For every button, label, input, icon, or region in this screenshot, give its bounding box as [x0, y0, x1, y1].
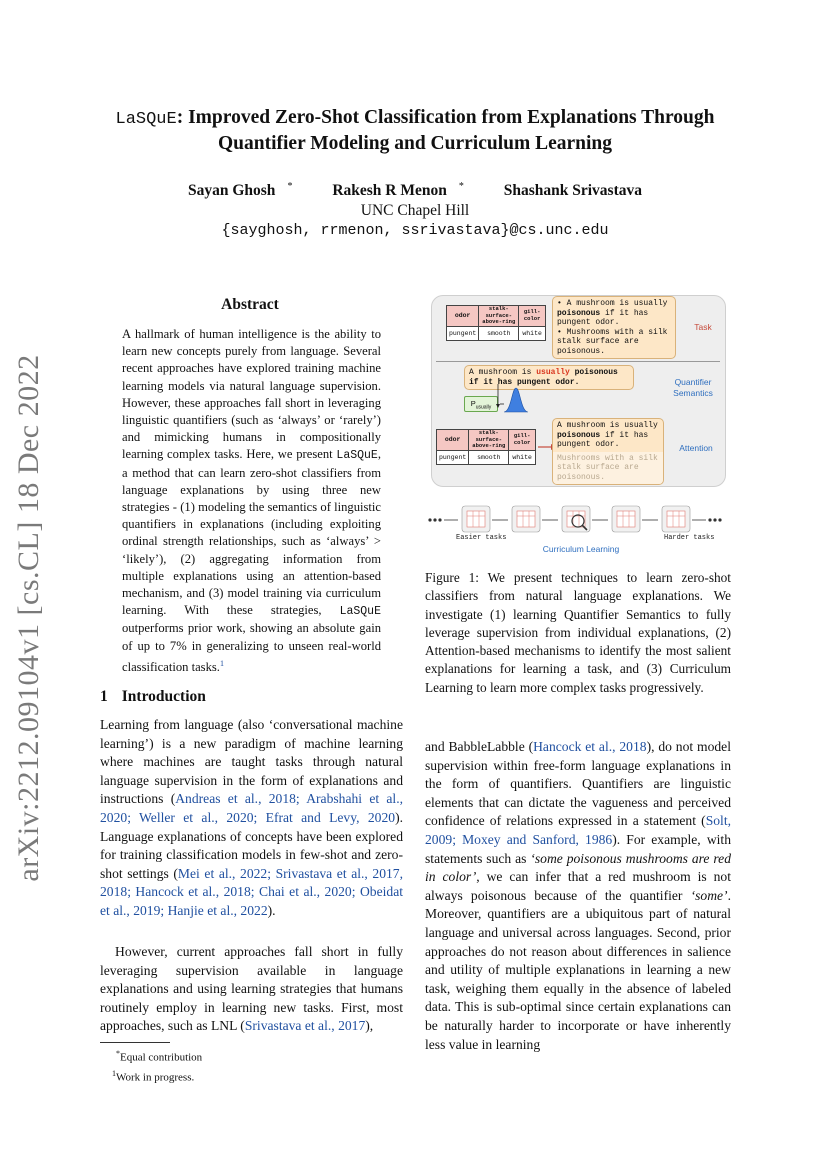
easier-tasks-label: Easier tasks	[456, 534, 507, 542]
quantifier-semantics-label: Quantifier Semantics	[673, 377, 713, 398]
figure-1	[426, 292, 731, 560]
section-heading-introduction: 1 Introduction	[100, 688, 206, 705]
author-3: Shashank Srivastava	[503, 182, 642, 200]
abstract-heading: Abstract	[221, 296, 279, 313]
citation-link[interactable]: Srivastava et al., 2017	[244, 1018, 366, 1034]
paper-title	[90, 106, 740, 156]
figure-caption: Figure 1: We present techniques to learn zero-shot classifiers from natural language explanations. We investigate (1) learning Quantifier Semantics to fully leverage supervision from individual explanations, (2) Attention-based mechanisms to identify the most salient explanations for learning a task, and (3) Curriculum Learning to learn more complex tasks progressively.	[425, 570, 731, 695]
task-feature-table: odor stalk-surface-above-ring gill-color pungent smooth white	[446, 305, 546, 341]
intro-paragraph-2: However, current approaches fall short in fully leveraging supervision available in language explanations and using learning strategies that humans routinely employ in learning new tasks. First, most approaches, such as LNL (Srivastava et al., 2017),	[100, 944, 403, 1034]
author-2: Rakesh R Menon *	[332, 181, 464, 200]
footnotes	[112, 1046, 396, 1085]
task-label: Task	[694, 322, 712, 332]
author-list	[90, 181, 740, 200]
attention-feature-table: odor stalk-surface-above-ring gill-color pungent smooth white	[436, 429, 536, 465]
attention-explanations-box: A mushroom is usually poisonous if it has pungent odor. Mushrooms with a silk stalk surface are poisonous.	[552, 418, 664, 485]
citation-link[interactable]: Hancock et al., 2018	[533, 739, 647, 754]
quantifier-probability-box: $P_{usually}$	[464, 396, 498, 412]
task-explanations-box: • A mushroom is usually poisonous if it has pungent odor. • Mushrooms with a silk stalk surface are poisonous.	[552, 296, 676, 359]
curriculum-learning-label: Curriculum Learning	[542, 544, 620, 554]
footnote-equal-contribution: *Equal contribution	[116, 1049, 203, 1064]
arxiv-identifier-stamp: arXiv:2212.09104v1 [cs.CL] 18 Dec 2022	[12, 354, 45, 882]
citation-link[interactable]: Mei et al., 2022; Srivastava et al., 2017, 2018; Hancock et al., 2018; Chai et al., 2020; Obeidat et al., 2019; Hanjie et al., 2022	[100, 865, 403, 918]
citation-link[interactable]: Solt, 2009; Moxey and Sanford, 1986	[425, 813, 731, 847]
footnote-work-in-progress: $^1$Work in progress.	[112, 1068, 195, 1084]
abstract-text: A hallmark of human intelligence is the ability to learn new concepts purely from language. Several recent approaches have explored training machine learning models via natural language supervision. However, these approaches fall short in leveraging linguistic quantifiers (such as ‘always’ or ‘rarely’) and mimicking humans in compositionally learning complex tasks. Here, we present LaSQuE, a method that can learn zero-shot classifiers from language explanations by using three new strategies - (1) modeling the semantics of linguistic quantifiers in explanations (including exploiting ordinal strength relationships, such as ‘always’ > ‘likely’), (2) aggregating information from multiple explanations using an attention-based mechanism, and (3) model training via curriculum learning. With these strategies, LaSQuE outperforms prior work, showing an absolute gain of up to 7% in generalizing to unseen real-world classification tasks.$^1$	[122, 327, 381, 675]
citation-link[interactable]: Andreas et al., 2018; Arabshahi et al., 2020; Weller et al., 2020; Efrat and Levy, 2020	[100, 791, 403, 825]
distribution-curve-icon	[494, 384, 534, 416]
footnote-ref: 1	[219, 658, 224, 668]
method-name: LaSQuE	[115, 110, 177, 129]
quantifier-sentence-box: A mushroom is usually poisonous if it has pungent odor.	[464, 365, 634, 390]
intro-paragraph-1: Learning from language (also ‘conversational machine learning’) is a new paradigm of machine learning where machines are taught tasks through natural language supervision in the form of explanations and instructions (Andreas et al., 2018; Arabshahi et al., 2020; Weller et al., 2020; Efrat and Levy, 2020). Language explanations of concepts have been explored for training classification models in few-shot and zero-shot settings (Mei et al., 2022; Srivastava et al., 2017, 2018; Hancock et al., 2018; Chai et al., 2020; Obeidat et al., 2019; Hanjie et al., 2022).	[100, 717, 403, 918]
title-line1: : Improved Zero-Shot Classification from Explanations Through	[176, 107, 715, 128]
footnote-rule	[100, 1042, 170, 1043]
harder-tasks-label: Harder tasks	[664, 534, 715, 542]
right-column-paragraph: and BabbleLabble (Hancock et al., 2018), do not model supervision within free-form language explanations in the form of quantifiers. Quantifiers are linguistic elements that can dictate the vagueness and perceived confidence of relations expressed in a statement (Solt, 2009; Moxey and Sanford, 1986). For example, with statements such as ‘some poisonous mushrooms are red in color’, we can infer that a red mushroom is not always poisonous because of the quantifier ‘some’. Moreover, quantifiers are a ubiquitous part of natural language and universal across languages. Second, prior approaches do not reason about differences in salience and utility of multiple explanations in learning a new task, weighing them equally in the absence of labeled data. This is sub-optimal since certain explanations can be naturally harder to incorporate or have inherently less value in learning	[425, 739, 731, 1052]
attention-label: Attention	[679, 443, 713, 453]
affiliation: UNC Chapel Hill	[360, 202, 470, 219]
author-emails: {sayghosh, rrmenon, ssrivastava}@cs.unc.edu	[221, 222, 609, 239]
title-line2: Quantifier Modeling and Curriculum Learning	[218, 133, 612, 154]
figure-divider	[436, 361, 720, 362]
author-1: Sayan Ghosh *	[187, 181, 293, 200]
